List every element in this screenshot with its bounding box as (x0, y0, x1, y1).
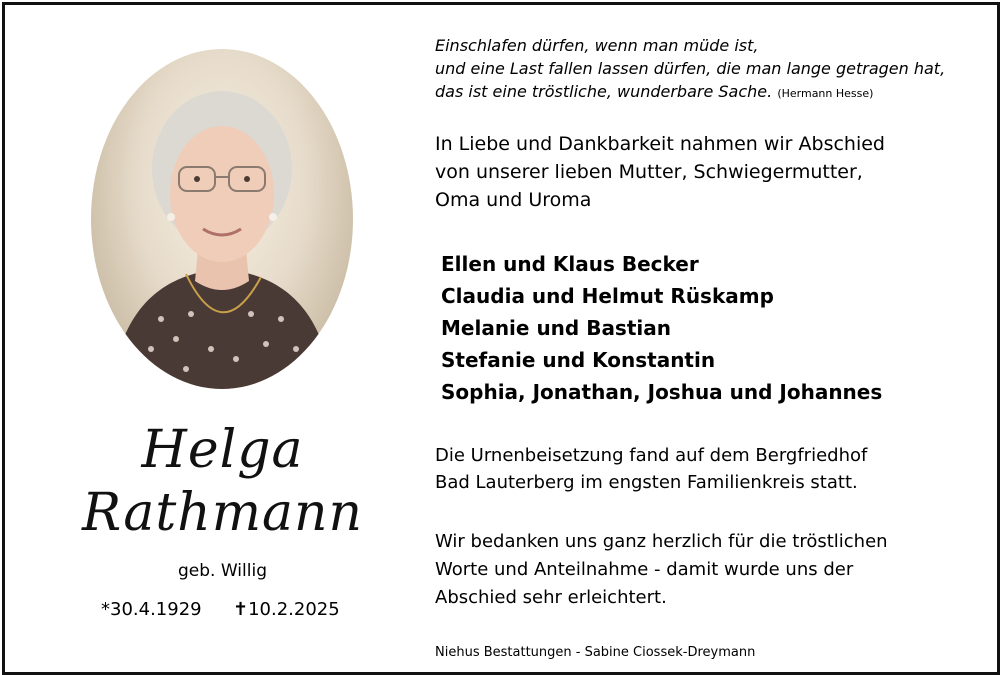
farewell-line: In Liebe und Dankbarkeit nahmen wir Abschied (435, 133, 885, 155)
farewell-text (435, 130, 955, 214)
death-date: ✝10.2.2025 (233, 599, 340, 620)
portrait-illustration (91, 49, 353, 389)
family-member: Ellen und Klaus Becker (441, 252, 699, 276)
quote-line: Einschlafen dürfen, wenn man müde ist, (435, 36, 759, 55)
burial-line: Die Urnenbeisetzung fand auf dem Bergfriedhof (435, 445, 868, 466)
quote-line (435, 80, 975, 105)
birth-date: *30.4.1929 (101, 599, 202, 620)
farewell-line: Oma und Uroma (435, 189, 592, 211)
family-list (441, 248, 961, 408)
obituary-card (2, 2, 1000, 675)
hesse-quote (435, 34, 975, 105)
family-member: Melanie und Bastian (441, 316, 671, 340)
family-member: Sophia, Jonathan, Joshua und Johannes (441, 380, 883, 404)
quote-line: und eine Last fallen lassen dürfen, die man lange getragen hat, (435, 59, 946, 78)
family-member: Claudia und Helmut Rüskamp (441, 284, 774, 308)
first-name: Helga (141, 420, 304, 480)
family-member: Stefanie und Konstantin (441, 348, 716, 372)
funeral-home-footer: Niehus Bestattungen - Sabine Ciossek-Dreymann (435, 645, 756, 660)
thanks-line: Worte und Anteilnahme - damit wurde uns der (435, 559, 854, 580)
last-name: Rathmann (81, 483, 364, 543)
thanks-notice (435, 528, 975, 612)
birth-name: geb. Willig (178, 561, 267, 581)
thanks-line: Wir bedanken uns ganz herzlich für die tröstlichen (435, 531, 888, 552)
burial-notice (435, 442, 975, 496)
burial-line: Bad Lauterberg im engsten Familienkreis statt. (435, 472, 858, 493)
thanks-line: Abschied sehr erleichtert. (435, 587, 667, 608)
quote-line-text: das ist eine tröstliche, wunderbare Sache. (435, 82, 773, 101)
farewell-line: von unserer lieben Mutter, Schwiegermutter, (435, 161, 863, 183)
quote-author: (Hermann Hesse) (777, 87, 874, 100)
portrait-photo (91, 49, 353, 389)
